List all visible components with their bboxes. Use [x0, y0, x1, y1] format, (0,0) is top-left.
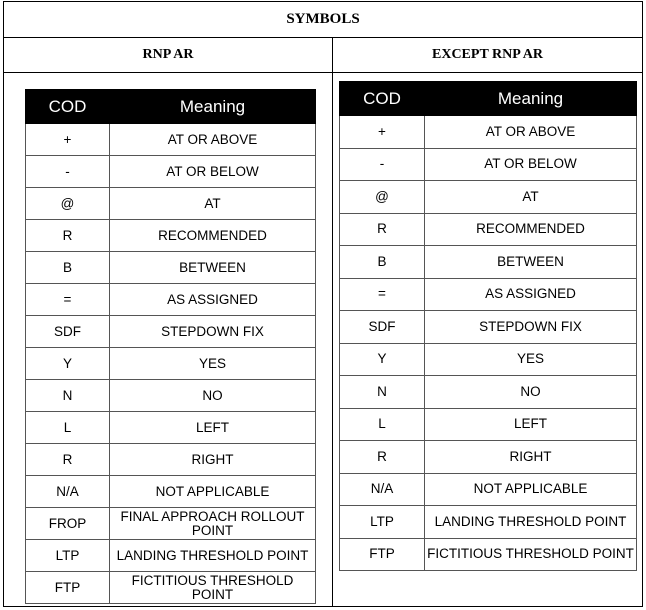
symbol-meaning: AT OR ABOVE [425, 116, 637, 149]
symbol-code: SDF [26, 316, 110, 348]
symbol-meaning: AT OR BELOW [110, 156, 316, 188]
symbol-code: Y [340, 343, 425, 376]
symbol-meaning: LANDING THRESHOLD POINT [110, 540, 316, 572]
symbol-code: = [340, 278, 425, 311]
symbol-code: - [26, 156, 110, 188]
table-row [26, 348, 316, 380]
table-row [26, 220, 316, 252]
symbol-meaning: RIGHT [110, 444, 316, 476]
symbol-meaning: RIGHT [425, 441, 637, 474]
table-row [340, 311, 637, 344]
symbol-meaning: STEPDOWN FIX [425, 311, 637, 344]
symbol-meaning: NOT APPLICABLE [110, 476, 316, 508]
title-row [4, 2, 642, 38]
heading-rnp-ar: RNP AR [142, 46, 194, 62]
table-row [340, 441, 637, 474]
column-header-meaning: Meaning [110, 90, 316, 124]
symbol-meaning: RECOMMENDED [110, 220, 316, 252]
symbol-code: R [340, 441, 425, 474]
table-row [26, 156, 316, 188]
symbol-code: N [26, 380, 110, 412]
symbol-code: L [26, 412, 110, 444]
table-row [340, 116, 637, 149]
symbol-meaning: NO [110, 380, 316, 412]
symbol-meaning: LEFT [425, 408, 637, 441]
table-row [26, 508, 316, 540]
table-row [26, 380, 316, 412]
symbol-meaning: LEFT [110, 412, 316, 444]
symbol-code: = [26, 284, 110, 316]
table-row [26, 540, 316, 572]
symbol-code: N/A [340, 473, 425, 506]
column-header-code: COD [340, 82, 425, 116]
table-row [340, 213, 637, 246]
symbol-code: + [26, 124, 110, 156]
symbol-meaning: LANDING THRESHOLD POINT [425, 506, 637, 539]
column-header-code: COD [26, 90, 110, 124]
symbol-code: N/A [26, 476, 110, 508]
symbol-code: FTP [26, 572, 110, 604]
symbol-meaning: STEPDOWN FIX [110, 316, 316, 348]
symbol-code: @ [26, 188, 110, 220]
symbol-code: FTP [340, 538, 425, 571]
symbol-code: Y [26, 348, 110, 380]
column-divider [332, 37, 333, 607]
table-row [340, 408, 637, 441]
table-row [340, 148, 637, 181]
symbol-code: - [340, 148, 425, 181]
symbol-code: FROP [26, 508, 110, 540]
heading-except-rnp-ar: EXCEPT RNP AR [432, 46, 543, 62]
table-row [340, 181, 637, 214]
symbol-code: @ [340, 181, 425, 214]
page-title: SYMBOLS [286, 11, 360, 27]
section-heading-row [4, 37, 642, 73]
symbol-code: B [340, 246, 425, 279]
table-row [26, 124, 316, 156]
table-row [26, 572, 316, 604]
symbol-code: SDF [340, 311, 425, 344]
table-row [26, 476, 316, 508]
table-row [340, 473, 637, 506]
table-row [26, 444, 316, 476]
symbol-meaning: AS ASSIGNED [110, 284, 316, 316]
symbol-meaning: YES [110, 348, 316, 380]
symbol-code: LTP [26, 540, 110, 572]
except-rnp-ar-symbol-table [339, 81, 637, 571]
symbol-meaning: NOT APPLICABLE [425, 473, 637, 506]
table-row [340, 278, 637, 311]
table-header-row [26, 90, 316, 124]
symbol-meaning: FICTITIOUS THRESHOLD POINT [110, 572, 316, 604]
symbol-meaning: BETWEEN [425, 246, 637, 279]
symbol-meaning: BETWEEN [110, 252, 316, 284]
table-row [340, 246, 637, 279]
symbol-code: N [340, 376, 425, 409]
table-row [26, 284, 316, 316]
column-header-meaning: Meaning [425, 82, 637, 116]
symbol-meaning: YES [425, 343, 637, 376]
symbol-meaning: AT OR BELOW [425, 148, 637, 181]
symbol-code: B [26, 252, 110, 284]
table-row [340, 506, 637, 539]
symbol-code: R [26, 220, 110, 252]
symbol-meaning: AS ASSIGNED [425, 278, 637, 311]
table-row [26, 188, 316, 220]
symbol-meaning: FICTITIOUS THRESHOLD POINT [425, 538, 637, 571]
symbol-meaning: AT [110, 188, 316, 220]
symbol-meaning: FINAL APPROACH ROLLOUT POINT [110, 508, 316, 540]
table-row [26, 412, 316, 444]
symbol-meaning: RECOMMENDED [425, 213, 637, 246]
rnp-ar-symbol-table [25, 89, 316, 604]
symbol-code: + [340, 116, 425, 149]
table-row [340, 376, 637, 409]
symbol-code: L [340, 408, 425, 441]
symbol-code: LTP [340, 506, 425, 539]
symbol-meaning: AT OR ABOVE [110, 124, 316, 156]
table-row [340, 343, 637, 376]
table-row [340, 538, 637, 571]
table-header-row [340, 82, 637, 116]
table-row [26, 316, 316, 348]
table-row [26, 252, 316, 284]
symbol-meaning: AT [425, 181, 637, 214]
symbol-meaning: NO [425, 376, 637, 409]
symbol-code: R [340, 213, 425, 246]
symbol-code: R [26, 444, 110, 476]
